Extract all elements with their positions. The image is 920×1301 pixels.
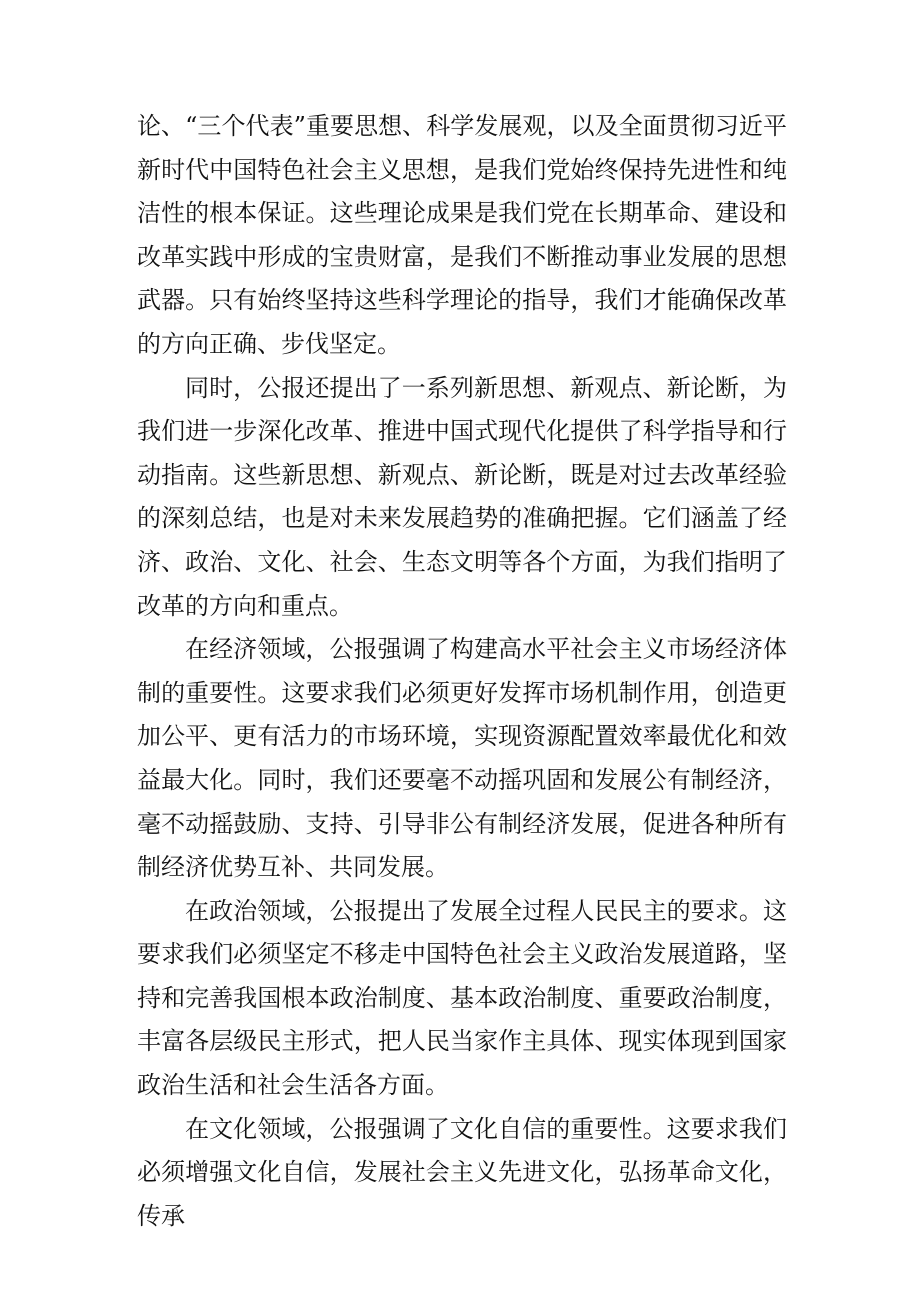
paragraph-3: 在经济领域，公报强调了构建高水平社会主义市场经济体制的重要性。这要求我们必须更好发挥市场机制作用，创造更加公平、更有活力的市场环境，实现资源配置效率最优化和效益最大化。同时，我们还要毫不动摇巩固和发展公有制经济，毫不动摇鼓励、支持、引导非公有制经济发展，促进各种所有制经济优势互补、共同发展。 (137, 635, 787, 882)
paragraph-1: 论、“三个代表”重要思想、科学发展观，以及全面贯彻习近平新时代中国特色社会主义思想，是我们党始终保持先进性和纯洁性的根本保证。这些理论成果是我们党在长期革命、建设和改革实践中形成的宝贵财富，是我们不断推动事业发展的思想武器。只有始终坚持这些科学理论的指导，我们才能确保改革的方向正确、步伐坚定。 (137, 112, 787, 358)
paragraph-4: 在政治领域，公报提出了发展全过程人民民主的要求。这要求我们必须坚定不移走中国特色社会主义政治发展道路，坚持和完善我国根本政治制度、基本政治制度、重要政治制度，丰富各层级民主形式，把人民当家作主具体、现实体现到国家政治生活和社会生活各方面。 (137, 896, 787, 1100)
document-body (137, 105, 787, 1238)
paragraph-5: 在文化领域，公报强调了文化自信的重要性。这要求我们必须增强文化自信，发展社会主义先进文化，弘扬革命文化，传承 (137, 1114, 787, 1230)
paragraph-2: 同时，公报还提出了一系列新思想、新观点、新论断，为我们进一步深化改革、推进中国式现代化提供了科学指导和行动指南。这些新思想、新观点、新论断，既是对过去改革经验的深刻总结，也是对未来发展趋势的准确把握。它们涵盖了经济、政治、文化、社会、生态文明等各个方面，为我们指明了改革的方向和重点。 (137, 373, 787, 620)
